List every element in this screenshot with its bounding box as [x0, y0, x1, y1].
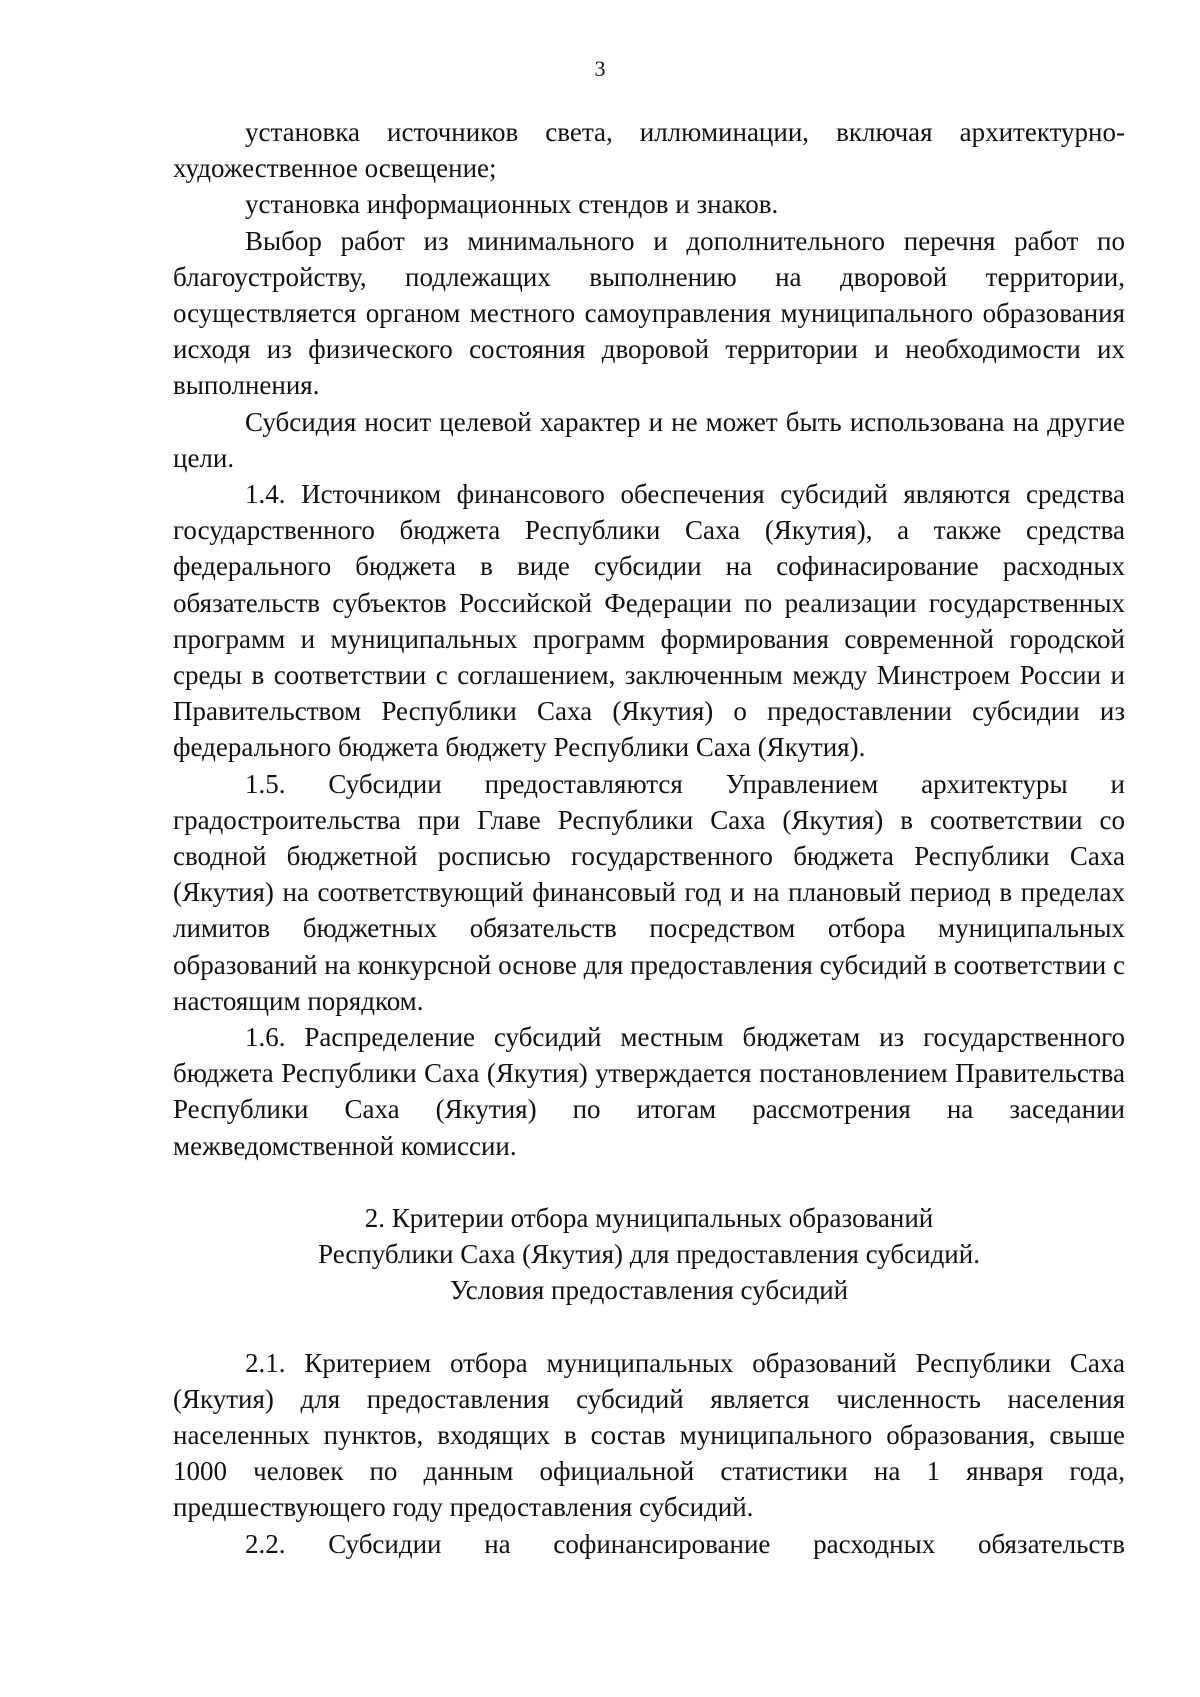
- section-heading-line: Республики Саха (Якутия) для предоставления субсидий.: [318, 1239, 980, 1270]
- section-heading-line: Условия предоставления субсидий: [449, 1275, 849, 1306]
- page-number: 3: [594, 56, 606, 81]
- paragraph: Субсидия носит целевой характер и не может быть использована на другие цели.: [173, 406, 1125, 473]
- document-body: [173, 114, 1125, 1562]
- section-heading-line: 2. Критерии отбора муниципальных образований: [364, 1202, 934, 1233]
- paragraph-1-6: 1.6. Распределение субсидий местным бюджетам из государственного бюджета Республики Саха (Якутия) утверждается постановлением Правительства Республики Саха (Якутия) по итогам рассмотрения на заседании межведомственной комиссии.: [173, 1022, 1125, 1161]
- paragraph-2-1: 2.1. Критерием отбора муниципальных образований Республики Саха (Якутия) для предоставления субсидий является численность населения населенных пунктов, входящих в состав муниципального образования, свыше 1000 человек по данным официальной статистики на 1 января года, предшествующего году предоставления субсидий.: [173, 1347, 1125, 1523]
- paragraph: установка информационных стендов и знаков.: [245, 189, 779, 220]
- paragraph: Выбор работ из минимального и дополнительного перечня работ по благоустройству, подлежащих выполнению на дворовой территории, осуществляется органом местного самоуправления муниципального образования исходя из физического состояния дворовой территории и необходимости их выполнения.: [173, 225, 1125, 401]
- paragraph: установка источников света, иллюминации, включая архитектурно-художественное освещение;: [173, 117, 1125, 184]
- paragraph-2-2: 2.2. Субсидии на софинансирование расходных обязательств: [245, 1528, 1125, 1559]
- paragraph-1-5: 1.5. Субсидии предоставляются Управлением архитектуры и градостроительства при Главе Республики Саха (Якутия) в соответствии со сводной бюджетной росписью государственного бюджета Республики Саха (Якутия) на соответствующий финансовый год и на плановый период в пределах лимитов бюджетных обязательств посредством отбора муниципальных образований на конкурсной основе для предоставления субсидий в соответствии с настоящим порядком.: [173, 768, 1125, 1016]
- paragraph-1-4: 1.4. Источником финансового обеспечения субсидий являются средства государственного бюджета Республики Саха (Якутия), а также средства федерального бюджета в виде субсидии на софинасирование расходных обязательств субъектов Российской Федерации по реализации государственных программ и муниципальных программ формирования современной городской среды в соответствии с соглашением, заключенным между Минстроем России и Правительством Республики Саха (Якутия) о предоставлении субсидии из федерального бюджета бюджету Республики Саха (Якутия).: [173, 479, 1125, 763]
- section-heading: [173, 1200, 1125, 1309]
